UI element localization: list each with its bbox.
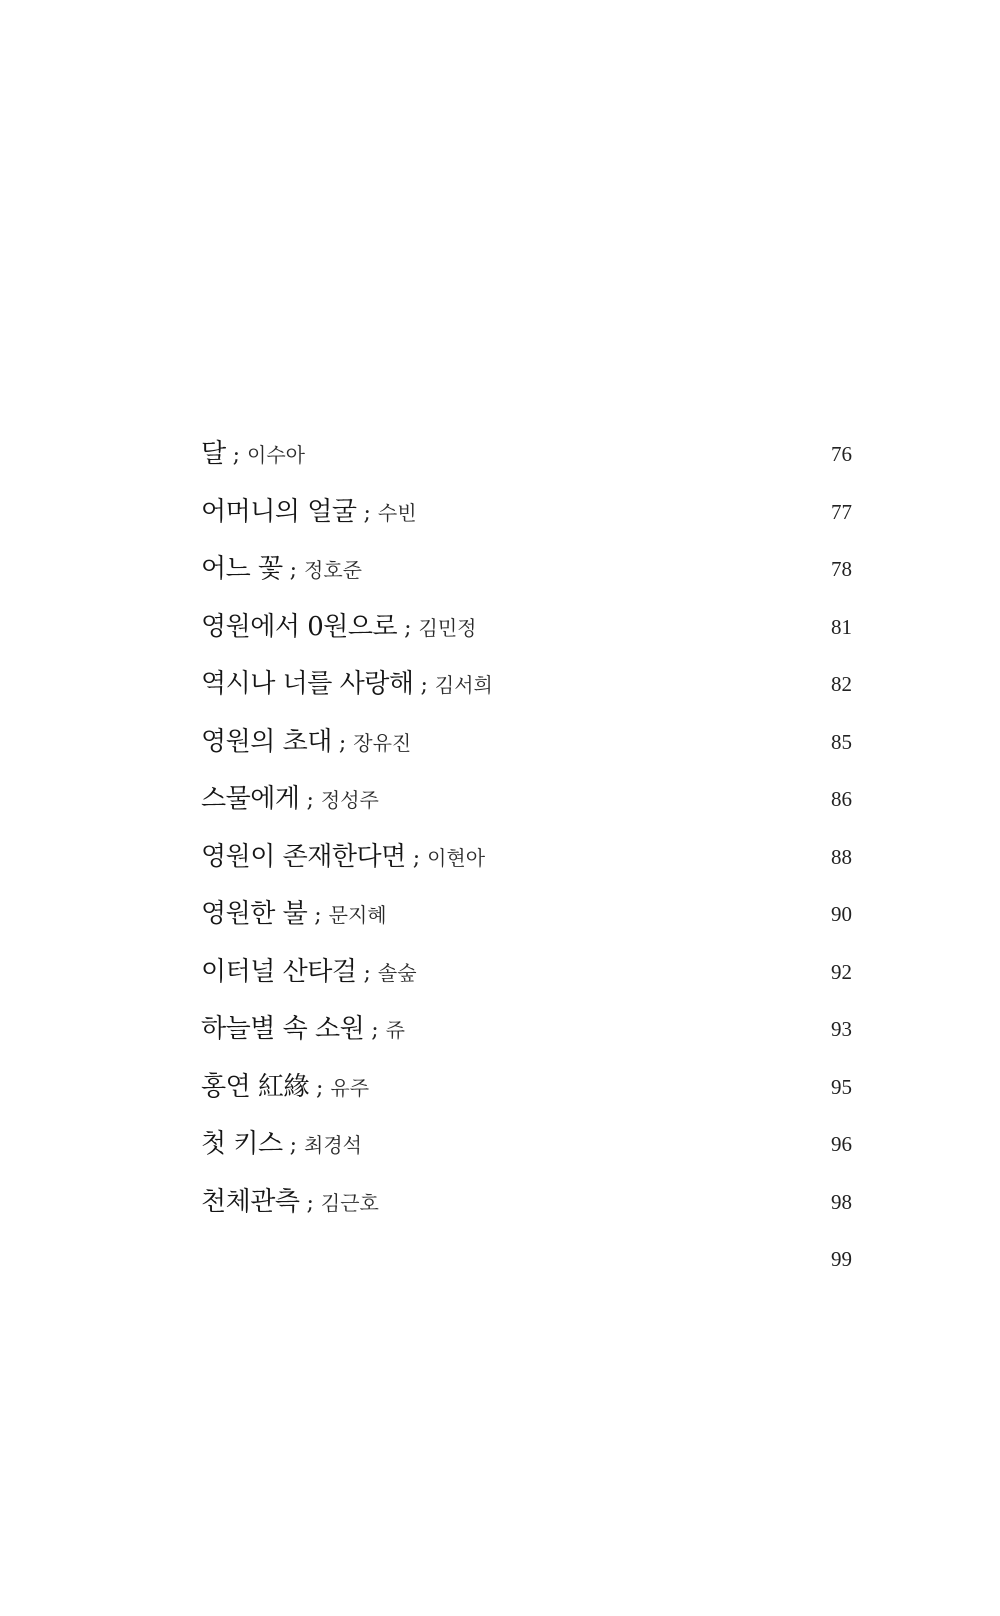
toc-entry-text xyxy=(201,1069,369,1105)
toc-entry[interactable] xyxy=(201,896,852,954)
toc-entry-text xyxy=(201,494,417,530)
entry-separator: ; xyxy=(397,615,419,641)
entry-title: 영원이 존재한다면 xyxy=(201,841,406,872)
entry-title: 역시나 너를 사랑해 xyxy=(201,669,414,699)
table-of-contents xyxy=(201,436,852,1299)
entry-page-number: 78 xyxy=(831,557,852,581)
entry-page-number: 93 xyxy=(831,1017,852,1041)
toc-entry-text xyxy=(201,609,477,645)
entry-separator: ; xyxy=(299,1190,321,1216)
entry-page-number: 82 xyxy=(831,672,852,696)
toc-entry[interactable] xyxy=(201,551,852,609)
toc-entry-text xyxy=(201,551,362,587)
toc-entry-text xyxy=(201,1184,379,1220)
entry-title: 이터널 산타걸 xyxy=(201,956,357,987)
trailing-page-number: 99 xyxy=(831,1247,852,1271)
entry-separator: ; xyxy=(356,960,378,986)
entry-title: 영원의 초대 xyxy=(201,726,332,757)
toc-entry-text xyxy=(201,436,305,472)
entry-author: 장유진 xyxy=(353,730,412,755)
toc-trailing-row xyxy=(201,1241,852,1299)
entry-author: 솔숲 xyxy=(377,960,417,985)
entry-author: 김서희 xyxy=(434,673,493,697)
entry-title: 달 xyxy=(201,439,226,469)
entry-separator: ; xyxy=(225,443,248,468)
entry-author: 이현아 xyxy=(427,845,486,870)
toc-entry-text xyxy=(201,724,411,760)
entry-title: 영원한 불 xyxy=(201,899,308,929)
entry-separator: ; xyxy=(364,1018,386,1043)
entry-title: 하늘별 속 소원 xyxy=(201,1014,365,1044)
toc-entry[interactable] xyxy=(201,724,852,782)
toc-entry[interactable] xyxy=(201,1126,852,1184)
entry-page-number: 88 xyxy=(831,844,852,869)
toc-entry[interactable] xyxy=(201,781,852,839)
entry-page-number: 77 xyxy=(831,499,852,524)
toc-entry[interactable] xyxy=(201,1011,852,1069)
toc-entry[interactable] xyxy=(201,436,852,494)
entry-separator: ; xyxy=(405,845,428,871)
entry-title: 홍연 紅緣 xyxy=(201,1071,309,1102)
entry-page-number: 90 xyxy=(831,902,852,926)
entry-author: 정성주 xyxy=(320,788,379,812)
entry-separator: ; xyxy=(356,500,378,526)
entry-author: 문지혜 xyxy=(328,903,387,927)
toc-entry[interactable] xyxy=(201,1069,852,1127)
entry-author: 정호준 xyxy=(304,558,362,582)
entry-separator: ; xyxy=(299,788,321,813)
entry-author: 최경석 xyxy=(304,1133,362,1157)
entry-title: 천체관측 xyxy=(201,1186,300,1217)
entry-page-number: 76 xyxy=(831,442,852,466)
toc-entry-text xyxy=(201,666,493,702)
entry-page-number: 92 xyxy=(831,959,852,984)
entry-author: 김근호 xyxy=(320,1190,379,1215)
toc-entry[interactable] xyxy=(201,666,852,724)
entry-separator: ; xyxy=(309,1075,331,1101)
entry-separator: ; xyxy=(307,903,329,928)
entry-page-number: 86 xyxy=(831,787,852,811)
entry-title: 첫 키스 xyxy=(201,1129,283,1159)
entry-separator: ; xyxy=(282,558,305,583)
toc-entry-text xyxy=(201,896,387,932)
toc-entry[interactable] xyxy=(201,839,852,897)
toc-entry[interactable] xyxy=(201,954,852,1012)
entry-author: 김민정 xyxy=(418,615,477,640)
entry-page-number: 81 xyxy=(831,614,852,639)
entry-author: 쥬 xyxy=(385,1018,405,1042)
toc-entry-text xyxy=(201,954,417,990)
entry-page-number: 98 xyxy=(831,1189,852,1214)
toc-entry[interactable] xyxy=(201,494,852,552)
entry-title: 스물에게 xyxy=(201,784,300,814)
toc-entry-text xyxy=(201,839,485,875)
entry-page-number: 85 xyxy=(831,729,852,754)
entry-title: 영원에서 0원으로 xyxy=(201,611,398,642)
entry-separator: ; xyxy=(331,730,354,756)
toc-entry[interactable] xyxy=(201,609,852,667)
toc-entry-text xyxy=(201,1126,362,1162)
entry-author: 이수아 xyxy=(247,443,305,467)
entry-separator: ; xyxy=(282,1133,305,1158)
entry-page-number: 95 xyxy=(831,1074,852,1099)
entry-title: 어머니의 얼굴 xyxy=(201,496,357,527)
entry-title: 어느 꽃 xyxy=(201,554,283,584)
entry-separator: ; xyxy=(413,673,435,698)
entry-author: 수빈 xyxy=(377,500,417,525)
entry-author: 유주 xyxy=(330,1075,370,1100)
toc-entry[interactable] xyxy=(201,1184,852,1242)
toc-entry-text xyxy=(201,781,379,817)
toc-entry-text xyxy=(201,1011,405,1047)
entry-page-number: 96 xyxy=(831,1132,852,1156)
